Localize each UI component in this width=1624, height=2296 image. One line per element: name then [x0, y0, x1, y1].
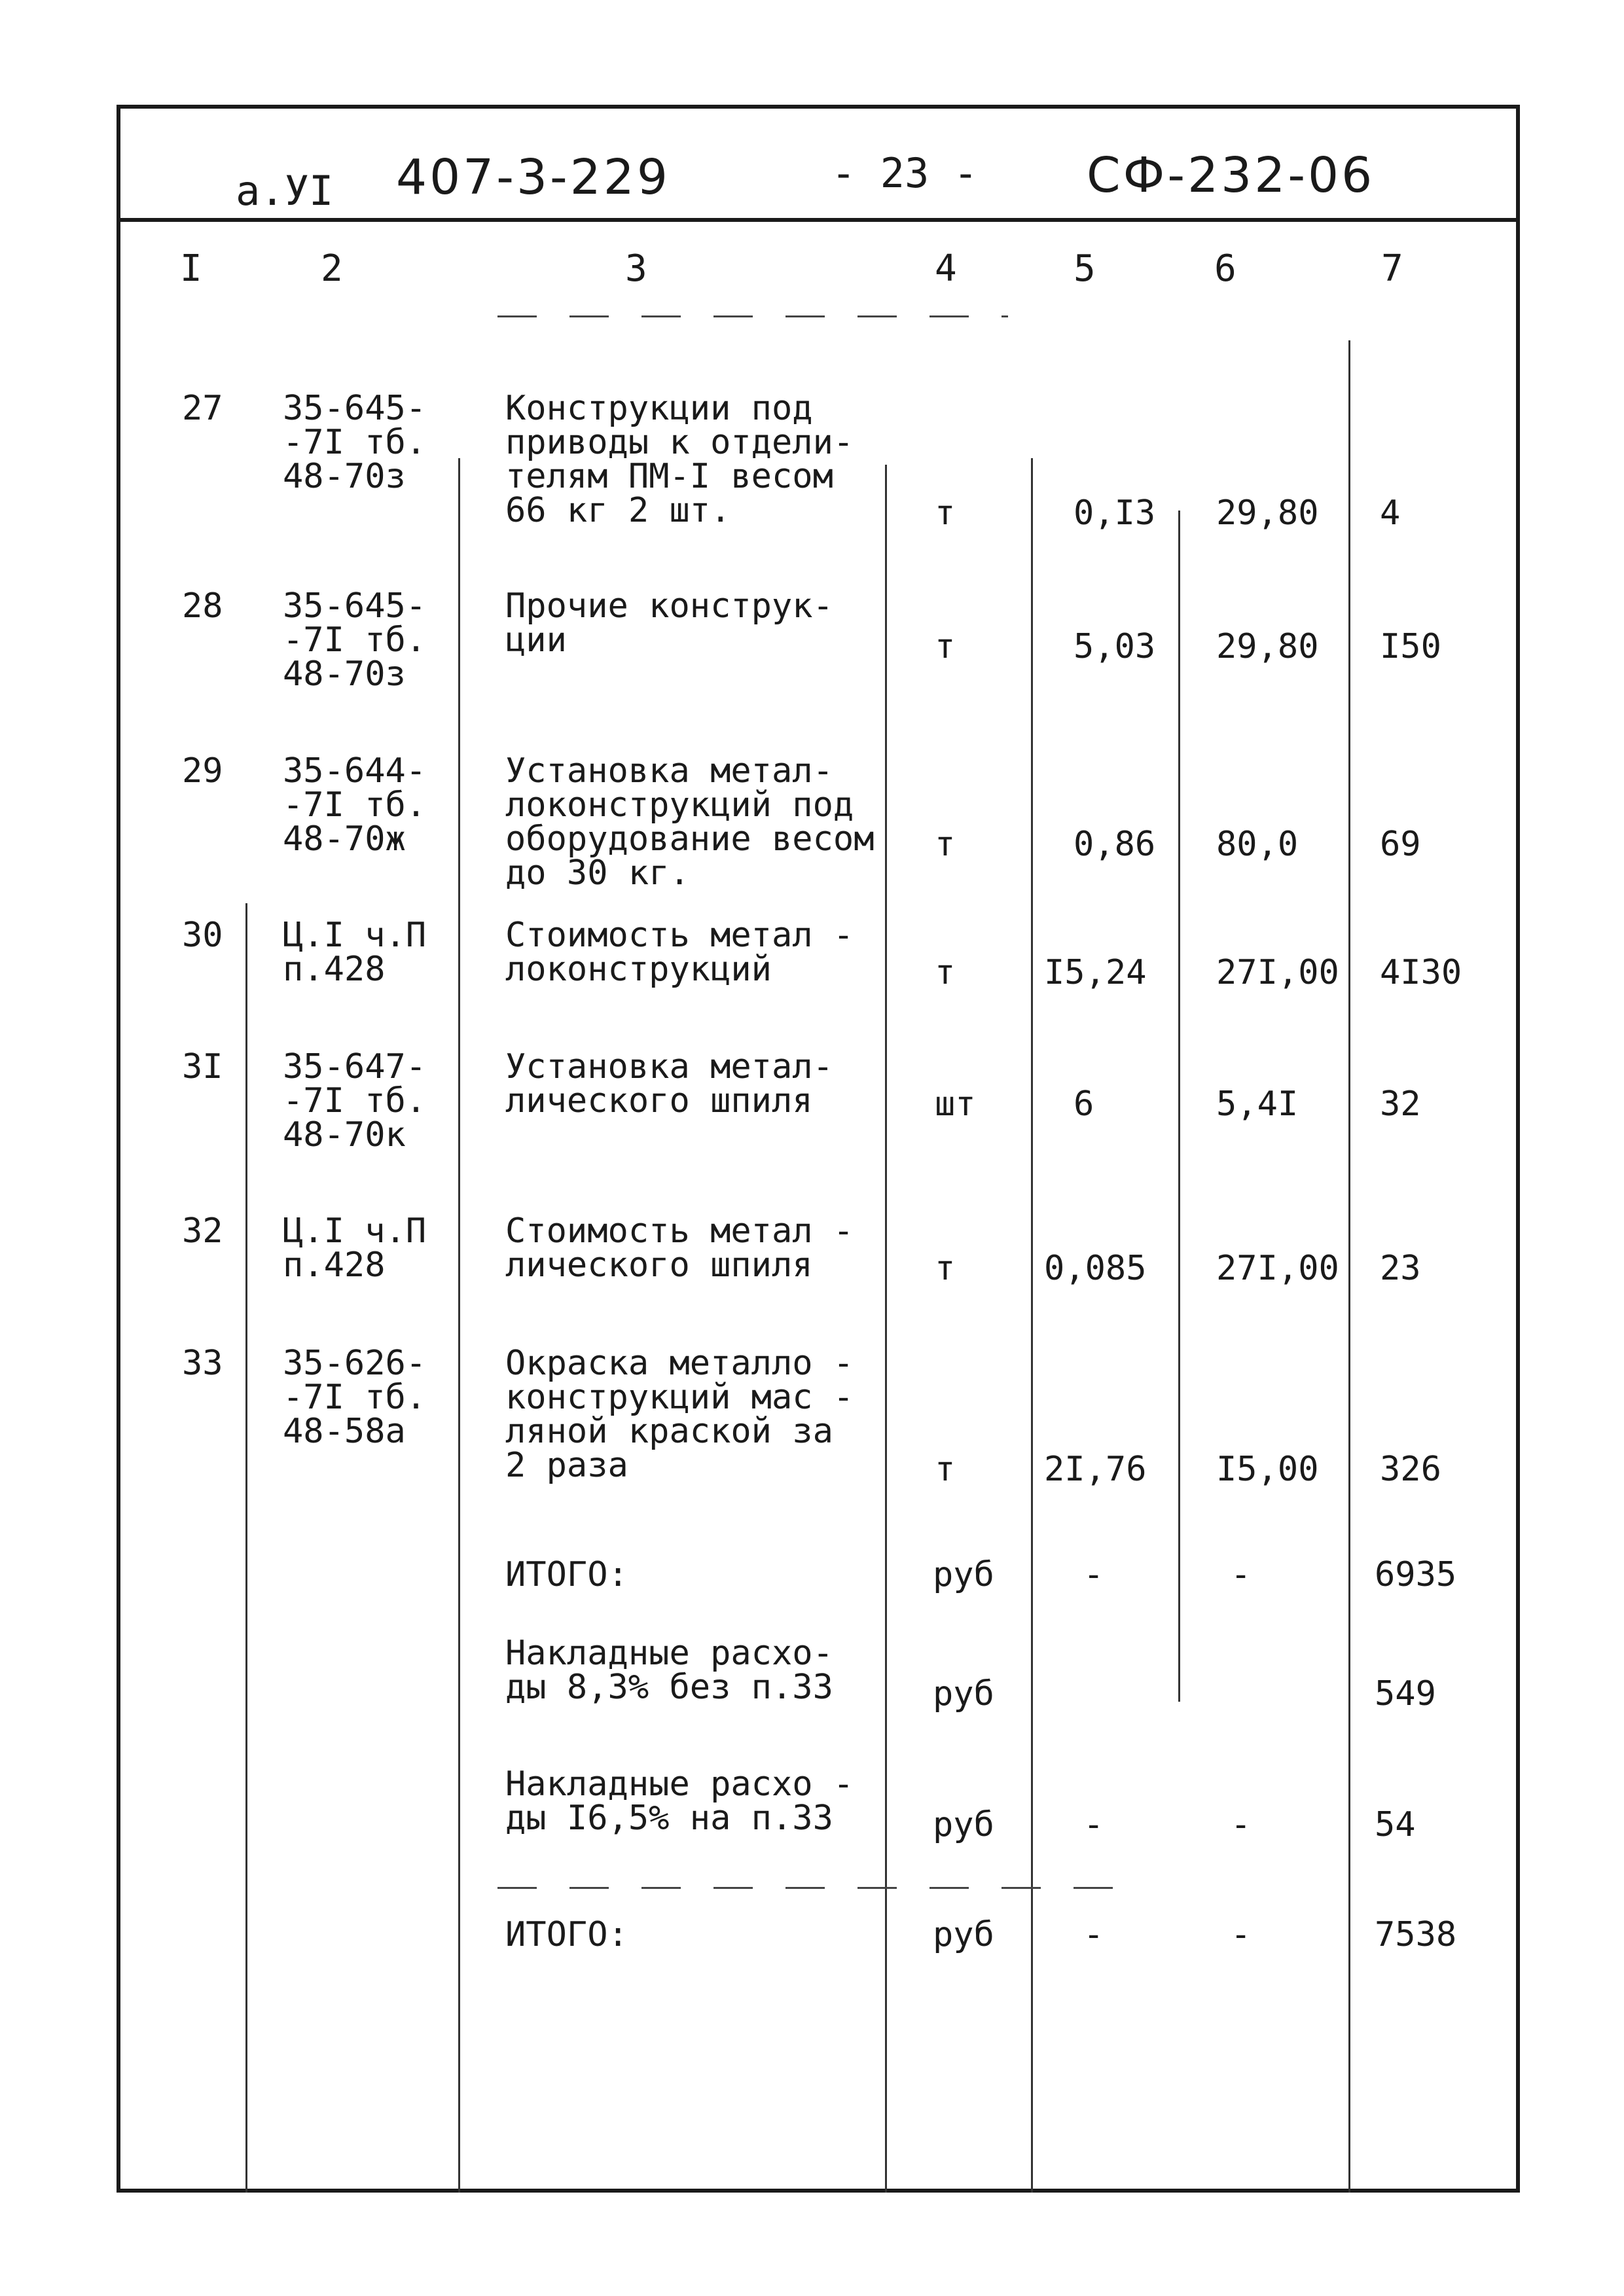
- row-price: I5,00: [1216, 1450, 1319, 1489]
- column-number-1: I: [180, 247, 202, 290]
- summary-quantity: -: [1083, 1805, 1104, 1844]
- row-price: 5,4I: [1216, 1085, 1299, 1124]
- summary-unit: руб: [933, 1805, 994, 1844]
- row-name: Установка метал- лического шпиля: [505, 1047, 833, 1121]
- row-price: 29,80: [1216, 493, 1319, 533]
- header-divider: [117, 218, 1520, 222]
- project-code: 407-3-229: [396, 149, 670, 206]
- row-total: 23: [1380, 1249, 1421, 1288]
- column-number-5: 5: [1074, 247, 1096, 290]
- column-divider-1: [245, 903, 247, 2193]
- row-quantity: 2I,76: [1044, 1450, 1147, 1489]
- row-unit: т: [935, 627, 956, 666]
- row-unit: т: [935, 1450, 956, 1489]
- row-name: Прочие конструк- ции: [505, 586, 833, 660]
- summary-unit: руб: [933, 1674, 994, 1713]
- row-code: 35-645- -7I тб. 48-70з: [283, 389, 427, 496]
- row-number: 28: [182, 586, 223, 626]
- row-price: 80,0: [1216, 825, 1299, 864]
- row-code: Ц.I ч.П п.428: [283, 1211, 427, 1285]
- row-code: Ц.I ч.П п.428: [283, 916, 427, 989]
- column-number-7: 7: [1381, 247, 1403, 290]
- row-unit: т: [935, 493, 956, 533]
- column-divider-6: [1348, 340, 1350, 2193]
- summary-price: -: [1231, 1915, 1252, 1954]
- row-number: 3I: [182, 1047, 223, 1086]
- row-total: I50: [1380, 627, 1441, 666]
- column-number-6: 6: [1214, 247, 1236, 290]
- row-number: 32: [182, 1211, 223, 1251]
- row-unit: т: [935, 825, 956, 864]
- summary-quantity: -: [1083, 1555, 1104, 1594]
- row-name: Стоимость метал - лического шпиля: [505, 1211, 854, 1285]
- summary-total: 54: [1375, 1805, 1416, 1844]
- row-code: 35-645- -7I тб. 48-70з: [283, 586, 427, 694]
- summary-label: ИТОГО:: [505, 1555, 628, 1594]
- summary-label: Накладные расхо - ды I6,5% на п.33: [505, 1765, 854, 1838]
- summary-price: -: [1231, 1555, 1252, 1594]
- column-divider-2: [458, 458, 460, 2193]
- row-quantity: 0,I3: [1074, 493, 1156, 533]
- row-code: 35-644- -7I тб. 48-70ж: [283, 751, 427, 859]
- column-divider-3: [885, 465, 887, 2193]
- row-name: Установка метал- локонструкций под оборудование весом до 30 кг.: [505, 751, 875, 893]
- summary-price: -: [1231, 1805, 1252, 1844]
- row-unit: шт: [935, 1085, 976, 1124]
- row-total: 326: [1380, 1450, 1441, 1489]
- row-number: 27: [182, 389, 223, 428]
- summary-unit: руб: [933, 1915, 994, 1954]
- row-quantity: 0,085: [1044, 1249, 1147, 1288]
- row-name: Стоимость метал - локонструкций: [505, 916, 854, 989]
- row-code: 35-626- -7I тб. 48-58а: [283, 1344, 427, 1451]
- row-number: 30: [182, 916, 223, 955]
- row-name: Конструкции под приводы к отдели- телям ПМ-I весом 66 кг 2 шт.: [505, 389, 854, 530]
- row-number: 29: [182, 751, 223, 791]
- page-number: - 23 -: [831, 149, 978, 197]
- column-number-4: 4: [935, 247, 957, 290]
- row-price: 27I,00: [1216, 1249, 1339, 1288]
- row-quantity: 5,03: [1074, 627, 1156, 666]
- summary-total: 7538: [1375, 1915, 1457, 1954]
- row-quantity: 0,86: [1074, 825, 1156, 864]
- row-quantity: I5,24: [1044, 953, 1147, 992]
- row-total: 4I30: [1380, 953, 1462, 992]
- column-divider-4: [1031, 458, 1033, 2193]
- row-unit: т: [935, 953, 956, 992]
- column-divider-5: [1178, 511, 1180, 1702]
- column-number-3: 3: [625, 247, 647, 290]
- row-name: Окраска металло - конструкций мас - ляной краской за 2 раза: [505, 1344, 854, 1485]
- row-unit: т: [935, 1249, 956, 1288]
- row-price: 27I,00: [1216, 953, 1339, 992]
- document-code: СФ-232-06: [1087, 147, 1375, 204]
- row-price: 29,80: [1216, 627, 1319, 666]
- column-header-divider: [497, 315, 1008, 317]
- summary-label: Накладные расхо- ды 8,3% без п.33: [505, 1634, 833, 1707]
- summary-unit: руб: [933, 1555, 994, 1594]
- row-total: 4: [1380, 493, 1401, 533]
- summary-quantity: -: [1083, 1915, 1104, 1954]
- column-number-2: 2: [321, 247, 343, 290]
- row-total: 69: [1380, 825, 1421, 864]
- total-separator-line: [497, 1887, 1119, 1889]
- summary-total: 549: [1375, 1674, 1436, 1713]
- row-code: 35-647- -7I тб. 48-70к: [283, 1047, 427, 1155]
- summary-label: ИТОГО:: [505, 1915, 628, 1954]
- row-total: 32: [1380, 1085, 1421, 1124]
- row-quantity: 6: [1074, 1085, 1094, 1124]
- row-number: 33: [182, 1344, 223, 1383]
- album-label: а.УI: [236, 167, 334, 215]
- summary-total: 6935: [1375, 1555, 1457, 1594]
